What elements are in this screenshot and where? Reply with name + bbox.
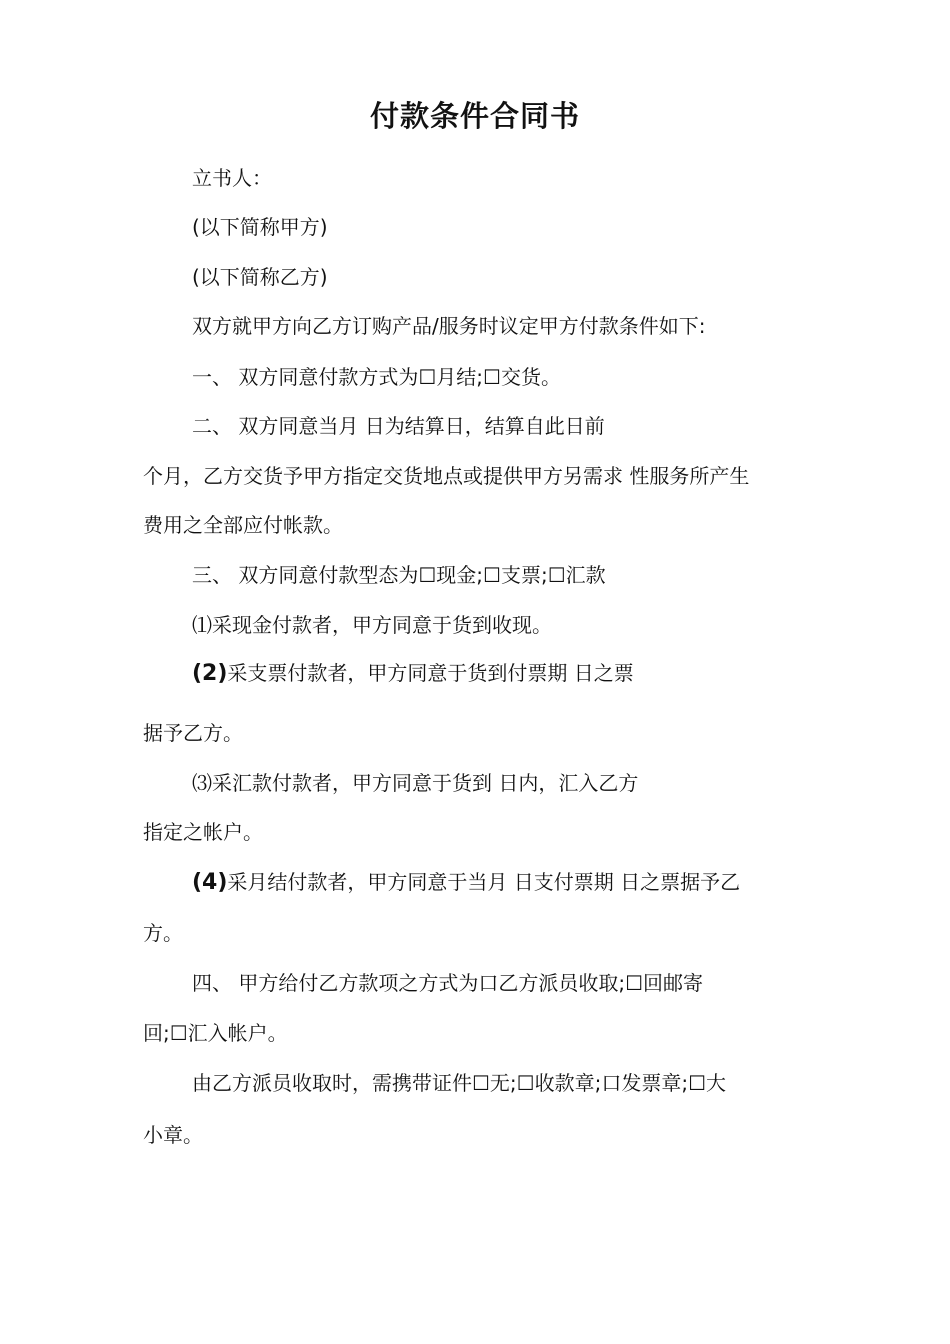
clause-3-item-4-text: 采月结付款者，甲方同意于当月 日支付票期 日之票据予乙 <box>227 870 741 894</box>
clause-3-item-4-continued: 方。 <box>143 921 183 945</box>
item-marker-4: (4) <box>192 870 228 895</box>
clause-3-item-2-text: 采支票付款者，甲方同意于货到付票期 日之票 <box>227 661 634 685</box>
documents-required-line: 由乙方派员收取时，需携带证件☐无;☐收款章;口发票章;☐大 <box>192 1071 727 1095</box>
clause-3-item-3: ⑶采汇款付款者，甲方同意于货到 日内，汇入乙方 <box>192 771 639 795</box>
clause-2-end: 费用之全部应付帐款。 <box>143 513 343 537</box>
clause-3-item-2 <box>192 658 634 689</box>
clause-3: 三、 双方同意付款型态为☐现金;☐支票;☐汇款 <box>192 563 606 587</box>
intro-paragraph: 双方就甲方向乙方订购产品/服务时议定甲方付款条件如下: <box>192 314 706 338</box>
clause-3-item-1: ⑴采现金付款者，甲方同意于货到收现。 <box>192 613 552 637</box>
clause-3-item-3-continued: 指定之帐户。 <box>143 820 263 844</box>
documents-required-continued: 小章。 <box>143 1123 203 1147</box>
party-b-line: (以下简称乙方) <box>192 265 328 289</box>
item-marker-2: (2) <box>192 661 228 686</box>
clause-2: 二、 双方同意当月 日为结算日，结算自此日前 <box>192 414 605 438</box>
clause-4-continued: 回;☐汇入帐户。 <box>143 1021 288 1045</box>
clause-2-continued: 个月，乙方交货予甲方指定交货地点或提供甲方另需求 性服务所产生 <box>143 464 750 488</box>
clause-3-item-2-continued: 据予乙方。 <box>143 721 243 745</box>
clause-4: 四、 甲方给付乙方款项之方式为口乙方派员收取;☐回邮寄 <box>192 971 704 995</box>
clause-3-item-4 <box>192 867 740 898</box>
signatory-line: 立书人： <box>192 166 272 190</box>
party-a-line: (以下简称甲方) <box>192 215 328 239</box>
clause-1: 一、 双方同意付款方式为☐月结;☐交货。 <box>192 365 561 389</box>
document-title: 付款条件合同书 <box>369 99 580 133</box>
